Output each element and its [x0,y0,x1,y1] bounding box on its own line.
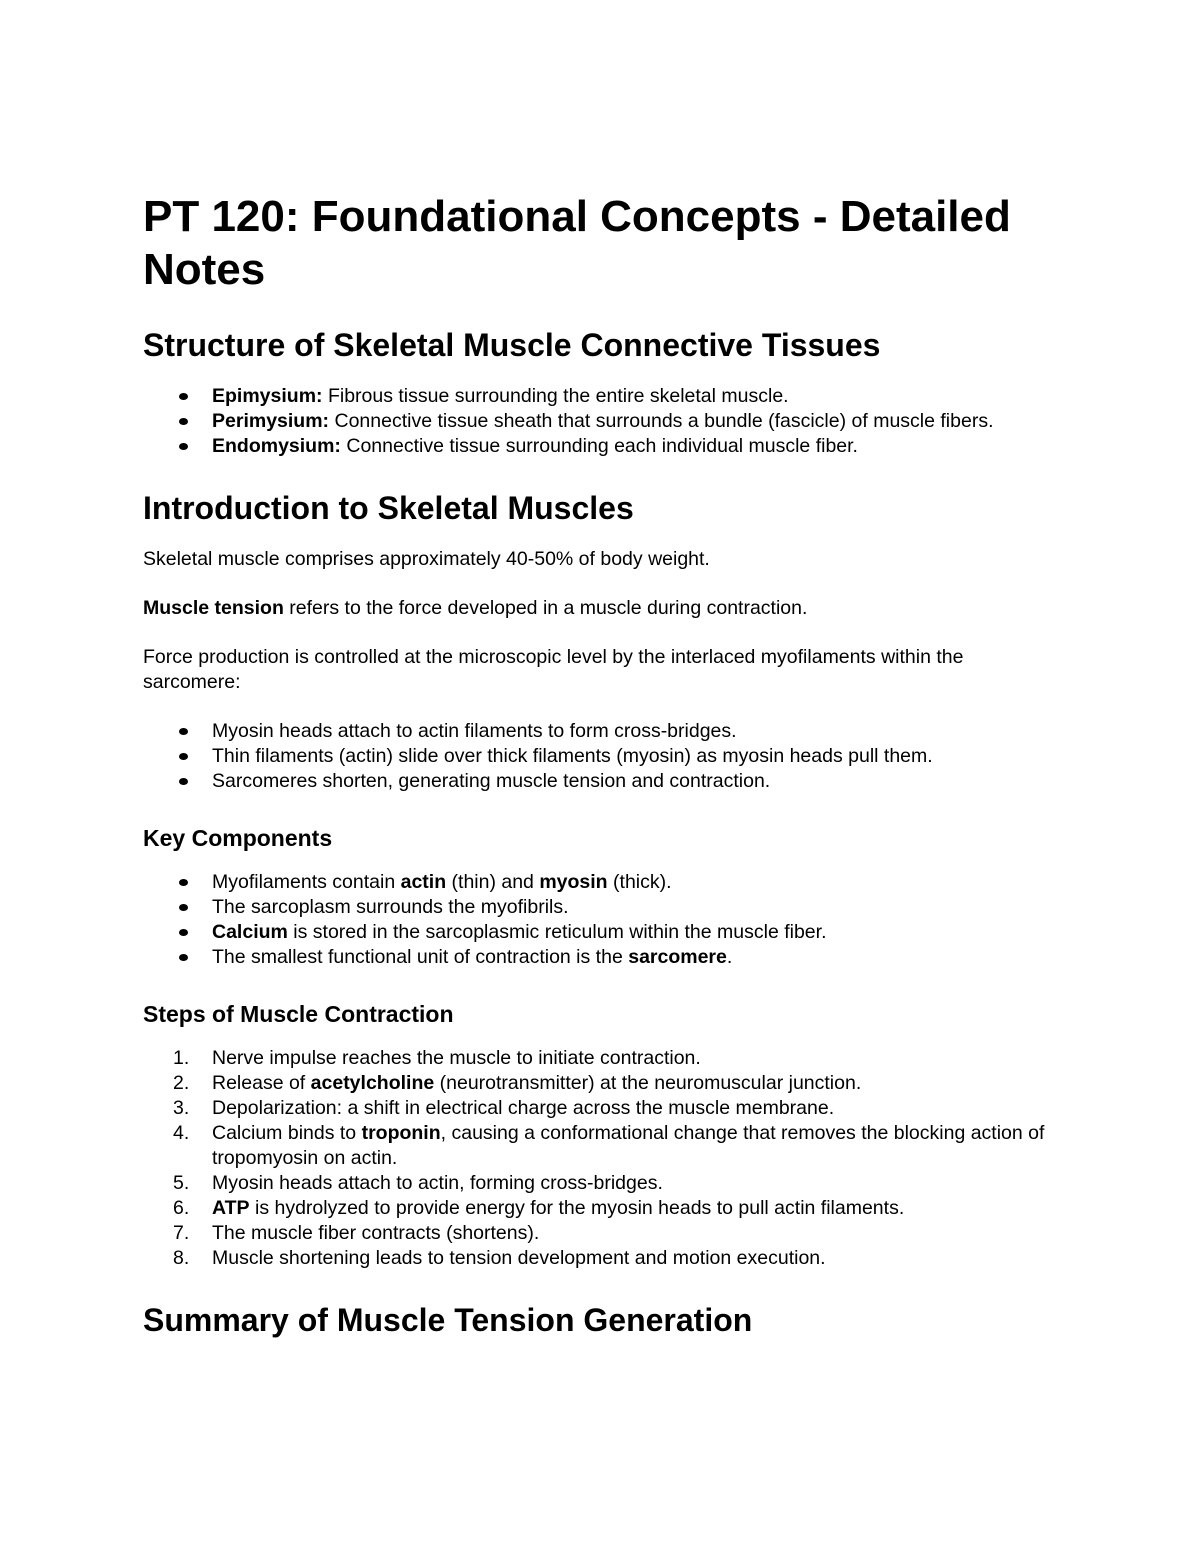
document-title: PT 120: Foundational Concepts - Detailed Notes [143,192,1011,294]
term: Muscle tension [143,597,284,619]
definition: Connective tissue surrounding each individual muscle fiber. [340,435,858,457]
paragraph: Force production is controlled at the microscopic level by the interlaced myofilaments within the sarcomere: [143,646,964,693]
steps-list [143,1046,1063,1271]
term: Epimysium: [212,385,323,407]
list-item: Myosin heads attach to actin filaments to form cross-bridges. [143,719,1063,744]
list-item: 1. Nerve impulse reaches the muscle to initiate contraction. [173,1047,701,1069]
term: Endomysium: [212,435,341,457]
term: Perimysium: [212,410,330,432]
subheading-key-components: Key Components [143,825,333,851]
step-number: 4. [173,1122,190,1144]
section-heading-summary: Summary of Muscle Tension Generation [143,1302,753,1338]
step-number: 8. [173,1247,190,1269]
list-item: Myofilaments contain actin (thin) and myosin (thick). [143,870,1063,895]
step-number: 7. [173,1222,190,1244]
step-number: 6. [173,1197,190,1219]
definition: Connective tissue sheath that surrounds a bundle (fascicle) of muscle fibers. [329,410,994,432]
paragraph: Muscle tension refers to the force developed in a muscle during contraction. [143,597,808,619]
list-item: The sarcoplasm surrounds the myofibrils. [143,895,1063,920]
paragraph: Skeletal muscle comprises approximately 40-50% of body weight. [143,548,710,570]
list-item [143,434,1063,459]
mechanism-list [143,719,1063,794]
list-item: 2. Release of acetylcholine (neurotransmitter) at the neuromuscular junction. [173,1072,862,1094]
list-item: 4. Calcium binds to troponin, causing a conformational change that removes the blocking action of tropomyosin on actin. [173,1122,1045,1169]
definition: Fibrous tissue surrounding the entire skeletal muscle. [322,385,789,407]
connective-tissue-list [143,384,1063,459]
list-item: Sarcomeres shorten, generating muscle tension and contraction. [143,769,1063,794]
list-item: 3. Depolarization: a shift in electrical charge across the muscle membrane. [173,1097,835,1119]
section-heading-intro: Introduction to Skeletal Muscles [143,490,634,526]
step-number: 5. [173,1172,190,1194]
list-item [143,409,1063,434]
section-heading-connective-tissues: Structure of Skeletal Muscle Connective Tissues [143,327,881,363]
list-item: 8. Muscle shortening leads to tension development and motion execution. [173,1247,826,1269]
list-item: 7. The muscle fiber contracts (shortens). [173,1222,540,1244]
list-item [143,384,1063,409]
key-components-list [143,870,1063,970]
list-item: 5. Myosin heads attach to actin, forming cross-bridges. [173,1172,663,1194]
list-item: The smallest functional unit of contraction is the sarcomere. [143,945,1063,970]
step-number: 1. [173,1047,190,1069]
subheading-steps: Steps of Muscle Contraction [143,1001,454,1027]
list-item: Calcium is stored in the sarcoplasmic reticulum within the muscle fiber. [143,920,1063,945]
step-number: 2. [173,1072,190,1094]
list-item: 6. ATP is hydrolyzed to provide energy for the myosin heads to pull actin filaments. [173,1197,905,1219]
document-page [143,190,1063,1359]
list-item: Thin filaments (actin) slide over thick filaments (myosin) as myosin heads pull them. [143,744,1063,769]
step-number: 3. [173,1097,190,1119]
